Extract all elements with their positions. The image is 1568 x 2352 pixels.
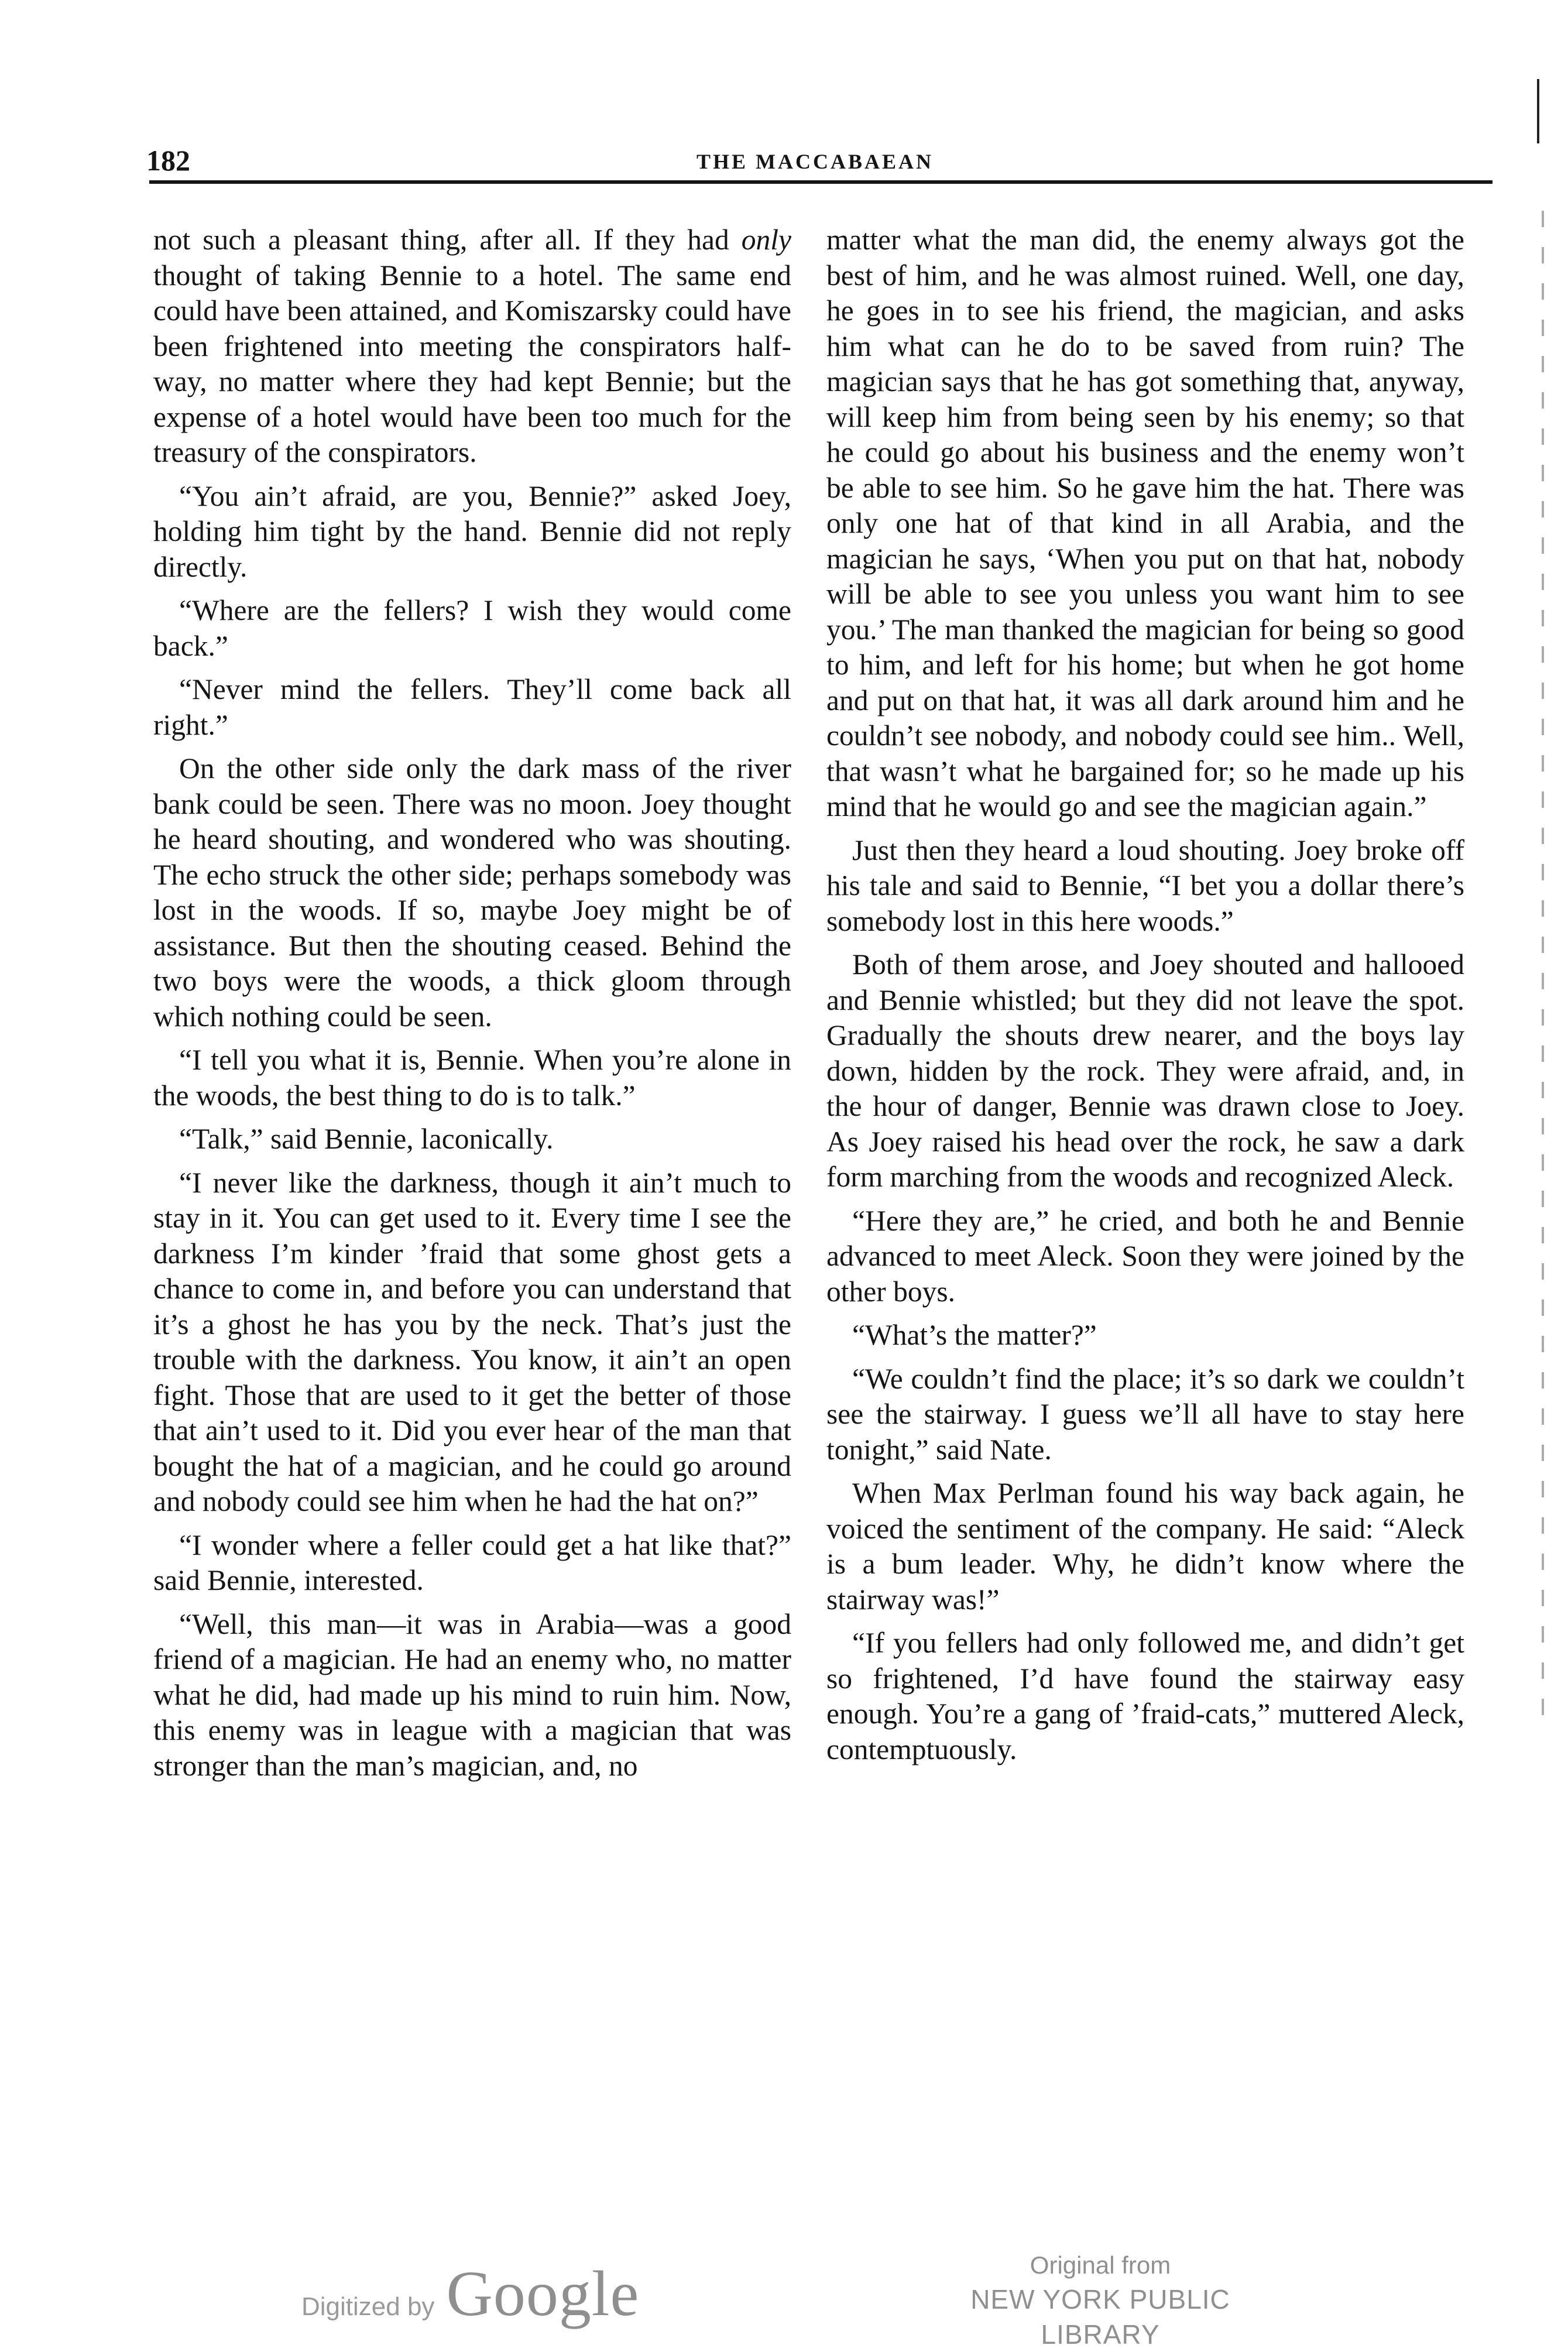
paragraph: “Here they are,” he cried, and both he and Bennie advanced to meet Aleck. Soon they were joined by the other boys. [826, 1204, 1464, 1308]
paragraph-text: not such a pleasant thing, after all. If they had [153, 224, 742, 256]
right-column [826, 222, 1464, 1775]
paragraph: “I wonder where a feller could get a hat like that?” said Bennie, interested. [153, 1528, 791, 1596]
paragraph: matter what the man did, the enemy always got the best of him, and he was almost ruined. Well, one day, he goes in to see his friend, the magician, and asks him what can he do to be saved from ruin? The magician says that he has got something that, anyway, will keep him from being seen by his enemy; so that he could go about his business and the enemy won’t be able to see him. So he gave him the hat. There was only one hat of that kind in all Arabia, and the magician he says, ‘When you put on that hat, nobody will be able to see you unless you want him to see you.’ The man thanked the magician for being so good to him, and left for his home; but when he got home and put on that hat, it was all dark around him and he couldn’t see nobody, and nobody could see him.. Well, that wasn’t what he bargained for; so he made up his mind that he would go and see the magician again.” [826, 224, 1464, 822]
digitized-by-credit [301, 2257, 639, 2331]
paragraph: “You ain’t afraid, are you, Bennie?” asked Joey, holding him tight by the hand. Bennie did not reply directly. [153, 479, 791, 583]
paragraph: “If you fellers had only followed me, and didn’t get so frightened, I’d have found the stairway easy enough. You’re a gang of ’fraid-cats,” muttered Aleck, contemptuously. [826, 1627, 1464, 1765]
page-number: 182 [146, 144, 190, 177]
paragraph: When Max Perlman found his way back again, he voiced the sentiment of the company. He said: “Aleck is a bum leader. Why, he didn’t know where the stairway was!” [826, 1477, 1464, 1616]
left-column [153, 222, 791, 1792]
source-credit [913, 2249, 1288, 2352]
paragraph: “Never mind the fellers. They’ll come back all right.” [153, 673, 791, 741]
adjacent-page-edge [1542, 211, 1544, 1721]
paragraph: On the other side only the dark mass of the river bank could be seen. There was no moon. Joey thought he heard shouting, and wondered who was shouting. The echo struck the other side; perhaps somebody was lost in the woods. If so, maybe Joey might be of assistance. But then the shouting ceased. Behind the two boys were the woods, a thick gloom through which nothing could be seen. [153, 752, 791, 1033]
google-logo: Google [446, 2258, 640, 2329]
library-name: NEW YORK PUBLIC LIBRARY [970, 2284, 1230, 2350]
paragraph: “I never like the darkness, though it ain’t much to stay in it. You can get used to it. Every time I see the darkness I’m kinder ’fraid that some ghost gets a chance to come in, and before you can understand that it’s a ghost he has you by the neck. That’s just the trouble with the darkness. You know, it ain’t an open fight. Those that are used to it get the better of those that ain’t used to it. Did you ever hear of the man that bought the hat of a magician, and he could go around and nobody could see him when he had the hat on?” [153, 1166, 791, 1517]
running-head: THE MACCABAEAN [696, 150, 934, 173]
paragraph: “We couldn’t find the place; it’s so dark we couldn’t see the stairway. I guess we’ll all have to stay here tonight,” said Nate. [826, 1362, 1464, 1466]
paragraph: “Talk,” said Bennie, laconically. [179, 1123, 554, 1155]
original-from-label: Original from [1030, 2251, 1171, 2279]
paragraph: “I tell you what it is, Bennie. When you’re alone in the woods, the best thing to do is to talk.” [153, 1044, 791, 1112]
paragraph: Just then they heard a loud shouting. Joey broke off his tale and said to Bennie, “I bet you a dollar there’s somebody lost in this here woods.” [826, 834, 1464, 937]
paragraph: “Where are the fellers? I wish they would come back.” [153, 594, 791, 662]
margin-rule [1537, 79, 1539, 143]
paragraph: “Well, this man—it was in Arabia—was a good friend of a magician. He had an enemy who, no matter what he did, had made up his mind to ruin him. Now, this enemy was in league with a magician that was stronger than the man’s magician, and, no [153, 1607, 791, 1782]
header-rule [149, 180, 1492, 184]
emphasis-text: only [741, 224, 791, 256]
paragraph: “What’s the matter?” [852, 1319, 1097, 1351]
paragraph-text: thought of taking Bennie to a hotel. The same end could have been attained, and Komiszarsky could have been frightened into meeting the conspirators half-way, no matter where they had kept Bennie; but the expense of a hotel would have been too much for the treasury of the conspirators. [153, 259, 791, 468]
paragraph [153, 222, 791, 471]
paragraph: Both of them arose, and Joey shouted and hallooed and Bennie whistled; but they did not leave the spot. Gradually the shouts drew nearer, and the boys lay down, hidden by the rock. They were afraid, and, in the hour of danger, Bennie was drawn close to Joey. As Joey raised his head over the rock, he saw a dark form marching from the woods and recognized Aleck. [826, 948, 1464, 1193]
digitized-by-label: Digitized by [301, 2292, 435, 2321]
